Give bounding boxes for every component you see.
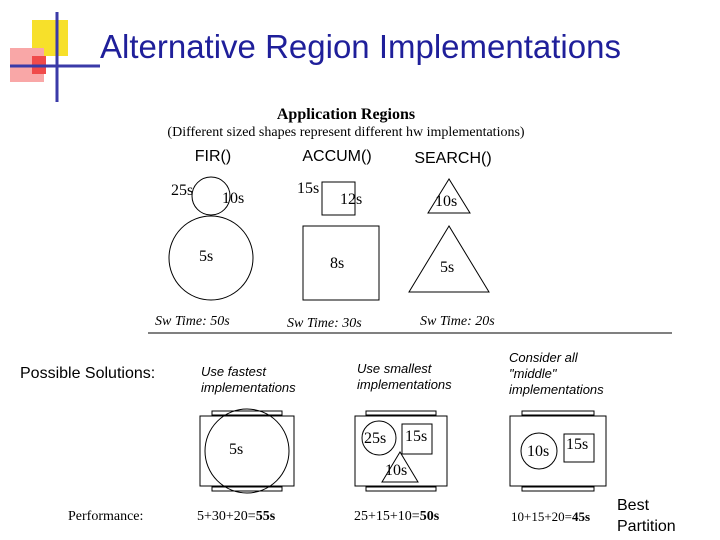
region-name-fir: FIR() <box>194 148 232 165</box>
caption-line: implementations <box>357 377 452 392</box>
fir-impl-label: 5s <box>199 248 214 265</box>
result: 50s <box>419 509 440 524</box>
chip-body <box>510 416 606 486</box>
chip-impl-label: 5s <box>229 441 244 458</box>
region-name-search: SEARCH() <box>414 150 492 167</box>
chip-pins-bottom <box>522 487 594 491</box>
chip-pins-top <box>522 411 594 415</box>
performance-fastest <box>197 509 275 525</box>
accum-sw-time: Sw Time: 30s <box>287 316 362 331</box>
section-subheading: (Different sized shapes represent different hw implementations) <box>167 125 525 140</box>
possible-solutions-label: Possible Solutions: <box>20 365 156 382</box>
chip-pins-bottom <box>366 487 436 491</box>
accum-impl-label: 15s <box>297 180 320 197</box>
performance-smallest <box>354 509 439 525</box>
caption-line: implementations <box>509 382 604 397</box>
fir-impl-label: 25s <box>171 182 194 199</box>
search-impl-label: 5s <box>440 259 455 276</box>
accum-impl-label: 8s <box>330 255 345 272</box>
best-line: Best <box>617 497 650 514</box>
performance-middle <box>511 509 590 525</box>
chip-pins-top <box>366 411 436 415</box>
formula: 10+15+20= <box>511 509 572 524</box>
chip-body <box>200 416 294 486</box>
caption-line: implementations <box>201 380 296 395</box>
formula: 25+15+10= <box>354 509 420 524</box>
caption-line: Consider all <box>509 350 578 365</box>
caption-line: Use smallest <box>357 361 432 376</box>
option-caption-smallest <box>357 361 452 393</box>
page-title: Alternative Region Implementations <box>100 28 621 65</box>
formula: 5+30+20= <box>197 509 256 524</box>
chip-middle <box>510 411 606 491</box>
search-impl-label: 10s <box>435 193 458 210</box>
performance-label: Performance: <box>68 509 144 524</box>
chip-impl-label: 10s <box>527 443 550 460</box>
caption-line: "middle" <box>509 366 557 381</box>
caption-line: Use fastest <box>201 364 267 379</box>
chip-fir-large-circle <box>205 409 289 493</box>
result: 55s <box>255 509 276 524</box>
accum-impl-label: 12s <box>340 191 363 208</box>
chip-impl-label: 10s <box>385 462 408 479</box>
chip-impl-label: 15s <box>566 436 589 453</box>
fir-sw-time: Sw Time: 50s <box>155 314 230 329</box>
chip-pins-top <box>212 411 282 415</box>
search-sw-time: Sw Time: 20s <box>420 314 495 329</box>
chip-impl-label: 15s <box>405 428 428 445</box>
option-caption-middle <box>509 350 604 398</box>
region-name-accum: ACCUM() <box>302 148 372 165</box>
chip-impl-label: 25s <box>364 430 387 447</box>
chip-pins-bottom <box>212 487 282 491</box>
result: 45s <box>572 509 591 524</box>
chip-fastest <box>200 409 294 493</box>
best-partition-label <box>617 495 676 537</box>
fir-impl-label: 10s <box>222 190 245 207</box>
section-heading: Application Regions <box>276 106 416 123</box>
best-line: Partition <box>617 518 676 535</box>
option-caption-fastest <box>201 364 296 396</box>
